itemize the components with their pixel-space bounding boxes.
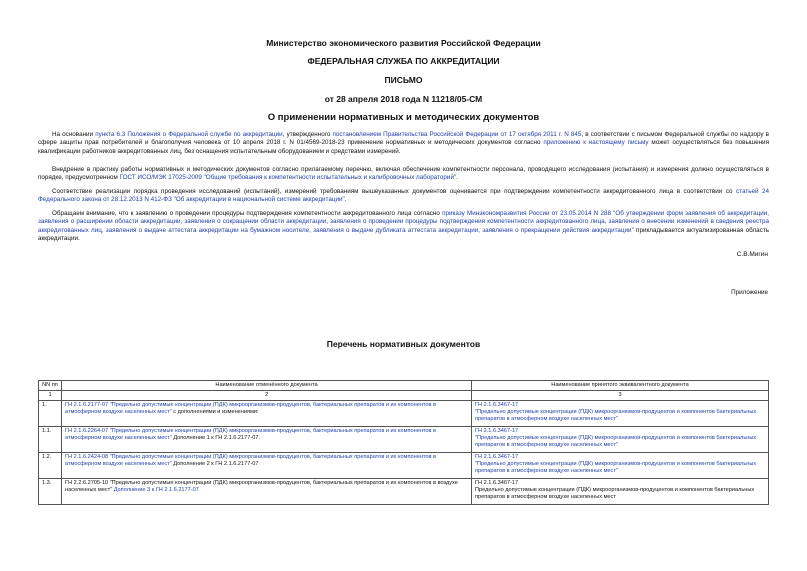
old-document-link[interactable]: ГН 2.1.6.2264-07 "Предельно допустимые концентрации (ПДК) микроорганизмов-продуцентов, бактериальных препаратов и их компонентов в атмосферном воздухе населенных мест" xyxy=(65,428,437,441)
signature: С.В.Мигин xyxy=(736,251,768,258)
new-document-cell xyxy=(472,479,769,505)
row-number: 1.2. xyxy=(39,453,62,479)
row-number: 1.1. xyxy=(39,427,62,453)
col-number-2: 2 xyxy=(62,391,472,401)
appendix-label: Приложение xyxy=(731,289,768,296)
table-row xyxy=(39,479,769,505)
new-document-code[interactable]: ГН 2.1.6.3467-17 xyxy=(475,428,519,434)
table-row xyxy=(39,427,769,453)
old-document-cell: ГН 2.1.6.2177-07 "Предельно допустимые концентрации (ПДК) микроорганизмов-продуцентов, бактериальных препаратов и их компонентов в атмосферном воздухе населенных мест" с дополнениями и изменениями: xyxy=(62,401,472,427)
old-document-cell: ГН 2.1.6.2424-08 "Предельно допустимые концентрации (ПДК) микроорганизмов-продуцентов, бактериальных препаратов и их компонентов в атмосферном воздухе населенных мест" Дополнение 2 к ГН 2.1.6.2177-07 xyxy=(62,453,472,479)
link-gost[interactable]: ГОСТ ИСО/МЭК 17025-2009 "Общие требования к компетентности испытательных и калибровочных лабораторий" xyxy=(119,174,457,182)
document-type: ПИСЬМО xyxy=(384,75,423,85)
header-number: NN пп xyxy=(39,381,62,391)
paragraph-3: Соответствие реализации порядка проведения исследований (испытаний), измерений требованиям вышеуказанных документов оценивается при подтверждении компетентности аккредитованного лица в соответствии со статьей 24 Федерального закона от 28.12.2013 N 412-ФЗ "Об аккредитации в национальной системе аккредитации". xyxy=(38,188,769,204)
old-document-link[interactable]: ГН 2.1.6.2424-08 "Предельно допустимые концентрации (ПДК) микроорганизмов-продуцентов, бактериальных препаратов и их компонентов в атмосферном воздухе населенных мест" xyxy=(65,454,437,467)
document-date: от 28 апреля 2018 года N 11218/05-СМ xyxy=(324,94,483,104)
link-federal-law[interactable]: статьей 24 Федерального закона от 28.12.2013 N 412-ФЗ "Об аккредитации в национальной системе аккредитации" xyxy=(38,188,769,204)
row-number: 1. xyxy=(39,401,62,427)
new-document-link[interactable]: "Предельно допустимые концентрации (ПДК) микроорганизмов-продуцентов и компонентов бактериальных препаратов в атмосферном воздухе населенных мест" xyxy=(475,461,757,474)
header-old-document: Наименование отменённого документа xyxy=(62,381,472,391)
col-number-3: 3 xyxy=(472,391,769,401)
link-appendix[interactable]: приложению к настоящему письму xyxy=(543,139,649,147)
header-new-document: Наименование принятого эквивалентного документа xyxy=(472,381,769,391)
link-regulation[interactable]: пункта 6.3 Положения о Федеральной службе по аккредитации xyxy=(95,131,283,138)
list-title: Перечень нормативных документов xyxy=(326,339,481,349)
old-document-link[interactable]: ГН 2.1.6.2177-07 "Предельно допустимые концентрации (ПДК) микроорганизмов-продуцентов, бактериальных препаратов и их компонентов в атмосферном воздухе населенных мест" xyxy=(65,402,437,415)
table-column-numbers xyxy=(39,391,769,401)
paragraph-2: Внедрение в практику работы нормативных и методических документов согласно прилагаемому перечню, включая обеспечение компетентности персонала, проводящего исследования (испытания) и измерения должно осуществляться в порядке, предусмотренном ГОСТ ИСО/МЭК 17025-2009 "Общие требования к компетентности испытательных и калибровочных лабораторий". xyxy=(38,166,769,182)
old-document-cell: ГН 2.2.6.2705-10 "Предельно допустимые концентрации (ПДК) микроорганизмов-продуцентов, бактериальных препаратов и их компонентов в воздухе населенных мест" Дополнение 3 к ГН 2.1.6.2177-07 xyxy=(62,479,472,505)
link-order[interactable]: приказу Минэкономразвития России от 23.05.2014 N 288 "Об утверждении форм заявления об аккредитации, заявления о расширении области аккредитации, заявления о сокращении области аккредитации, заявления о проведении процедуры подтверждения компетентности аккредитованного лица, заявления о внесении изменений в сведения реестра аккредитованных лиц, заявления о выдаче аттестата аккредитации на бумажном носителе, заявления о выдаче дубликата аттестата аккредитации, заявления о прекращении действия аккредитации" xyxy=(38,210,769,234)
service-name: ФЕДЕРАЛЬНАЯ СЛУЖБА ПО АККРЕДИТАЦИИ xyxy=(307,56,500,66)
table-header-row xyxy=(39,381,769,391)
ministry-name: Министерство экономического развития Российской Федерации xyxy=(266,38,541,48)
table-row xyxy=(39,401,769,427)
new-document-text: Предельно допустимые концентрации (ПДК) микроорганизмов-продуцентов и компонентов бактериальных препаратов в атмосферном воздухе населенных мест xyxy=(475,487,755,500)
new-document-link[interactable]: "Предельно допустимые концентрации (ПДК) микроорганизмов-продуцентов и компонентов бактериальных препаратов в атмосферном воздухе населенных мест" xyxy=(475,409,757,422)
new-document-code[interactable]: ГН 2.1.6.3467-17 xyxy=(475,454,519,460)
new-document-cell xyxy=(472,453,769,479)
new-document-code: ГН 2.1.6.3467-17 xyxy=(475,480,519,486)
table-row xyxy=(39,453,769,479)
documents-table xyxy=(38,380,769,505)
link-government-decree[interactable]: постановлением Правительства Российской Федерации от 17 октября 2011 г. N 845 xyxy=(332,131,582,138)
document-subject: О применении нормативных и методических документов xyxy=(267,112,540,123)
paragraph-1: На основании пункта 6.3 Положения о Федеральной службе по аккредитации, утвержденного постановлением Правительства Российской Федерации от 17 октября 2011 г. N 845, в соответствии с письмом Федеральной службы по надзору в сфере защиты прав потребителей и благополучия человека от 10 апреля 2018 г. N 01/4569-2018-23 применение нормативных и методических документов согласно приложению к настоящему письму может осуществляться без повышения квалификации работников аккредитованных лиц, без оснащения испытательным оборудованием и средствами измерений. xyxy=(38,131,769,155)
paragraph-4: Обращаем внимание, что к заявлению о проведении процедуры подтверждения компетентности аккредитованного лица согласно приказу Минэкономразвития России от 23.05.2014 N 288 "Об утверждении форм заявления об аккредитации, заявления о расширении области аккредитации, заявления о сокращении области аккредитации, заявления о проведении процедуры подтверждения компетентности аккредитованного лица, заявления о внесении изменений в сведения реестра аккредитованных лиц, заявления о выдаче аттестата аккредитации на бумажном носителе, заявления о выдаче дубликата аттестата аккредитации, заявления о прекращении действия аккредитации" прикладывается актуализированная область аккредитации. xyxy=(38,210,769,243)
col-number-1: 1 xyxy=(39,391,62,401)
old-document-link[interactable]: Дополнение 3 к ГН 2.1.6.2177-07 xyxy=(112,487,199,493)
old-document-cell: ГН 2.1.6.2264-07 "Предельно допустимые концентрации (ПДК) микроорганизмов-продуцентов, бактериальных препаратов и их компонентов в атмосферном воздухе населенных мест" Дополнение 1 к ГН 2.1.6.2177-07. xyxy=(62,427,472,453)
new-document-code[interactable]: ГН 2.1.6.3467-17 xyxy=(475,402,519,408)
new-document-cell xyxy=(472,401,769,427)
row-number: 1.3. xyxy=(39,479,62,505)
new-document-link[interactable]: "Предельно допустимые концентрации (ПДК) микроорганизмов-продуцентов и компонентов бактериальных препаратов в атмосферном воздухе населенных мест" xyxy=(475,435,757,448)
new-document-cell xyxy=(472,427,769,453)
